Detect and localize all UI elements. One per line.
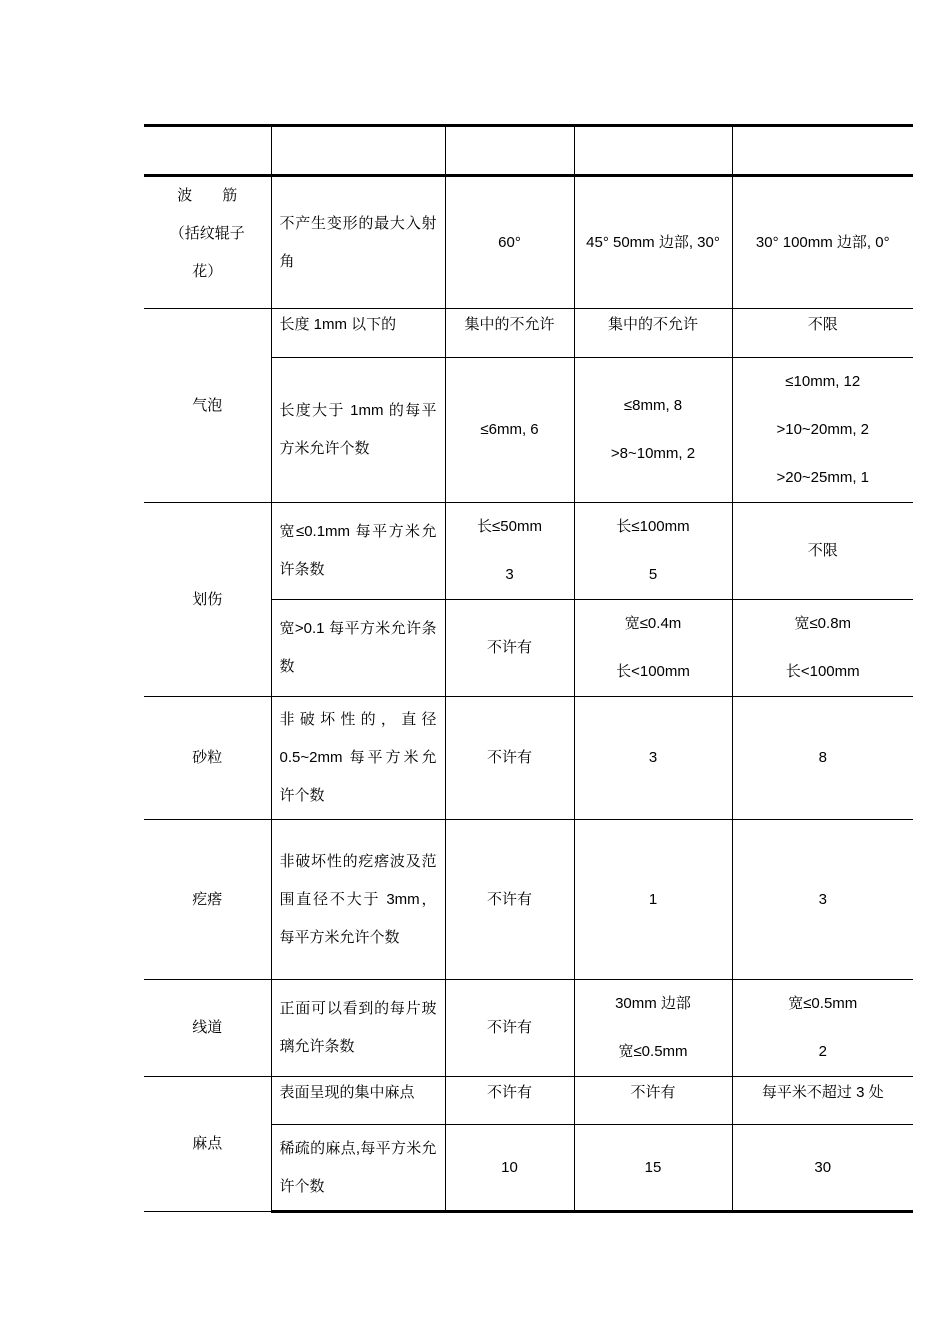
table-row-sand [144,697,913,820]
grade-cell: 8 [732,697,913,820]
table-header-row [144,126,913,176]
grade-line: 长<100mm [785,663,860,680]
grade-line: 宽≤0.5mm [618,1043,688,1060]
grade-cell: 不许有 [574,1077,732,1125]
grade-cell: 15 [574,1125,732,1212]
grade-cell: ≤6mm, 6 [445,358,574,503]
header-cell [445,126,574,176]
grade-cell: 3 [732,820,913,980]
grade-cell: 不许有 [445,1077,574,1125]
grade-line: 2 [818,1043,827,1060]
defect-description: 长度大于 1mm 的每平方米允许个数 [271,358,445,503]
header-cell [271,126,445,176]
grade-cell: 45° 50mm 边部, 30° [574,176,732,309]
grade-line: 长≤100mm [616,518,690,535]
grade-cell: 集中的不允许 [574,309,732,358]
grade-line: ≤8mm, 8 [623,397,683,414]
header-cell [574,126,732,176]
defect-description: 宽>0.1 每平方米允许条数 [271,600,445,697]
grade-cell [732,358,913,503]
grade-cell [574,600,732,697]
grade-cell: 不限 [732,503,913,600]
grade-cell [732,600,913,697]
grade-cell: 3 [574,697,732,820]
grade-cell: 不许有 [445,600,574,697]
table-row-wave [144,176,913,309]
defect-name-blister: 疙瘩 [144,820,271,980]
defect-description: 宽≤0.1mm 每平方米允许条数 [271,503,445,600]
defect-description: 长度 1mm 以下的 [271,309,445,358]
grade-cell: 集中的不允许 [445,309,574,358]
defect-description: 表面呈现的集中麻点 [271,1077,445,1125]
defect-name-wave [144,176,271,309]
grade-line: 5 [648,566,658,583]
defect-name-pit: 麻点 [144,1077,271,1212]
grade-cell: 不限 [732,309,913,358]
defect-name-line: 花） [192,263,223,280]
grade-line: 宽≤0.5mm [788,995,858,1012]
grade-cell: 30° 100mm 边部, 0° [732,176,913,309]
defect-name-sand: 砂粒 [144,697,271,820]
grade-line: 30mm 边部 [615,995,691,1012]
grade-cell [574,980,732,1077]
grade-cell: 30 [732,1125,913,1212]
grade-cell: 每平米不超过 3 处 [732,1077,913,1125]
grade-cell: 不许有 [445,980,574,1077]
grade-line: >20~25mm, 1 [776,469,870,486]
defect-description: 正面可以看到的每片玻璃允许条数 [271,980,445,1077]
grade-line: 长<100mm [616,663,690,680]
grade-line: >10~20mm, 2 [776,421,870,438]
grade-cell: 10 [445,1125,574,1212]
grade-line: 长≤50mm [477,518,542,535]
defect-description: 稀疏的麻点,每平方米允许个数 [271,1125,445,1212]
defect-name-line: （括纹辊子 [169,225,245,242]
grade-line: 宽≤0.4m [624,615,682,632]
table-row-scratch-1 [144,503,913,600]
defect-name-line: 波 筋 [177,187,238,204]
table-row-bubble-1 [144,309,913,358]
defect-name-line: 线道 [144,980,271,1077]
grade-line: 宽≤0.8m [794,615,852,632]
grade-line: 3 [505,566,514,583]
table-row-blister [144,820,913,980]
defect-name-scratch: 划伤 [144,503,271,697]
grade-line: ≤10mm, 12 [785,373,861,390]
defect-description: 不产生变形的最大入射角 [271,176,445,309]
header-cell [732,126,913,176]
grade-cell: 不许有 [445,820,574,980]
table-row-line [144,980,913,1077]
grade-cell: 60° [445,176,574,309]
defect-description: 非破坏性的疙瘩波及范围直径不大于 3mm，每平方米允许个数 [271,820,445,980]
grade-cell: 1 [574,820,732,980]
grade-cell [574,503,732,600]
defect-name-bubble: 气泡 [144,309,271,503]
grade-line: >8~10mm, 2 [610,445,696,462]
grade-cell [445,503,574,600]
header-cell [144,126,271,176]
defect-description: 非破坏性的，直径 0.5~2mm 每平方米允许个数 [271,697,445,820]
defect-standards-table [144,124,913,1213]
table-row-pit-1 [144,1077,913,1125]
grade-cell [574,358,732,503]
grade-cell: 不许有 [445,697,574,820]
grade-cell [732,980,913,1077]
